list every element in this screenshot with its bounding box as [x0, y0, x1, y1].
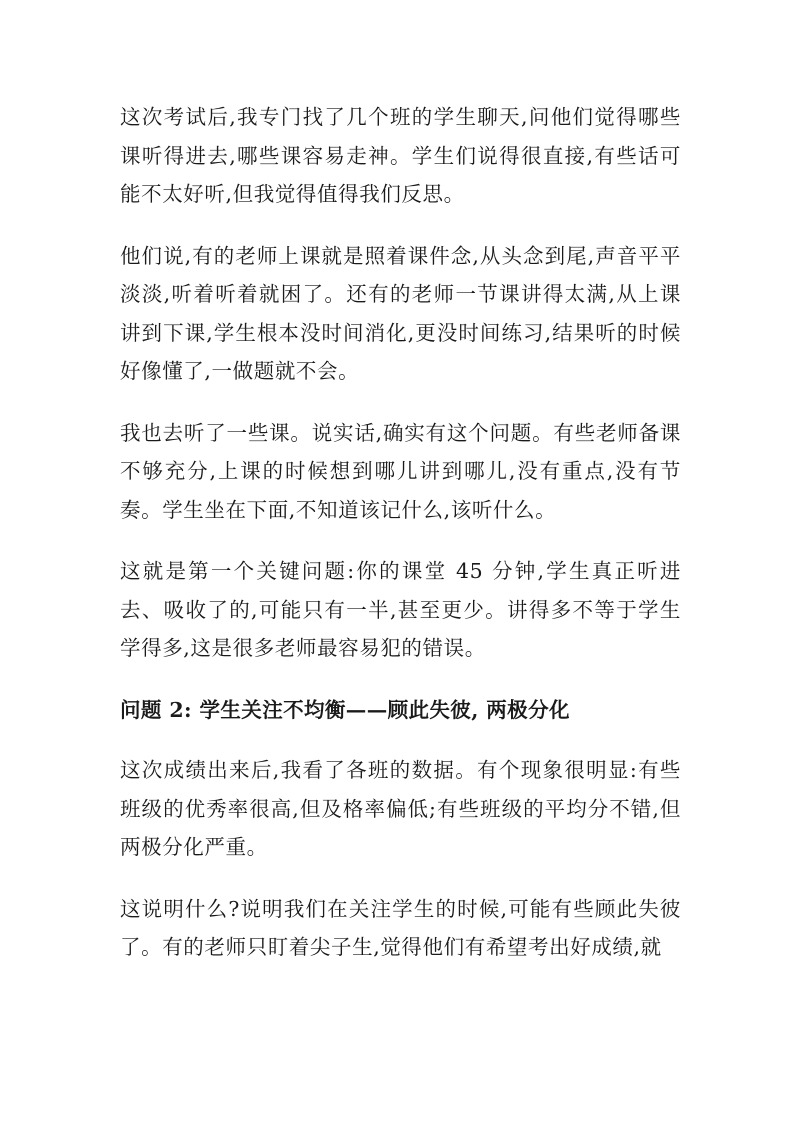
- paragraph-1: 这次考试后,我专门找了几个班的学生聊天,问他们觉得哪些课听得进去,哪些课容易走神。学生们说得很直接,有些话可能不太好听,但我觉得值得我们反思。: [120, 105, 681, 206]
- paragraph-5: 这次成绩出来后,我看了各班的数据。有个现象很明显:有些班级的优秀率很高,但及格率偏低;有些班级的平均分不错,但两极分化严重。: [120, 758, 681, 859]
- paragraph-2: 他们说,有的老师上课就是照着课件念,从头念到尾,声音平平淡淡,听着听着就困了。还有的老师一节课讲得太满,从上课讲到下课,学生根本没时间消化,更没时间练习,结果听的时候好像懂了,一做题就不会。: [120, 243, 681, 383]
- section-heading: 问题 2: 学生关注不均衡——顾此失彼, 两极分化: [120, 697, 570, 722]
- paragraph-4: 这就是第一个关键问题:你的课堂 45 分钟,学生真正听进去、吸收了的,可能只有一半,甚至更少。讲得多不等于学生学得多,这是很多老师最容易犯的错误。: [120, 559, 681, 660]
- paragraph-6: 这说明什么?说明我们在关注学生的时候,可能有些顾此失彼了。有的老师只盯着尖子生,觉得他们有希望考出好成绩,就: [120, 896, 681, 959]
- paragraph-3: 我也去听了一些课。说实话,确实有这个问题。有些老师备课不够充分,上课的时候想到哪儿讲到哪儿,没有重点,没有节奏。学生坐在下面,不知道该记什么,该听什么。: [120, 420, 681, 522]
